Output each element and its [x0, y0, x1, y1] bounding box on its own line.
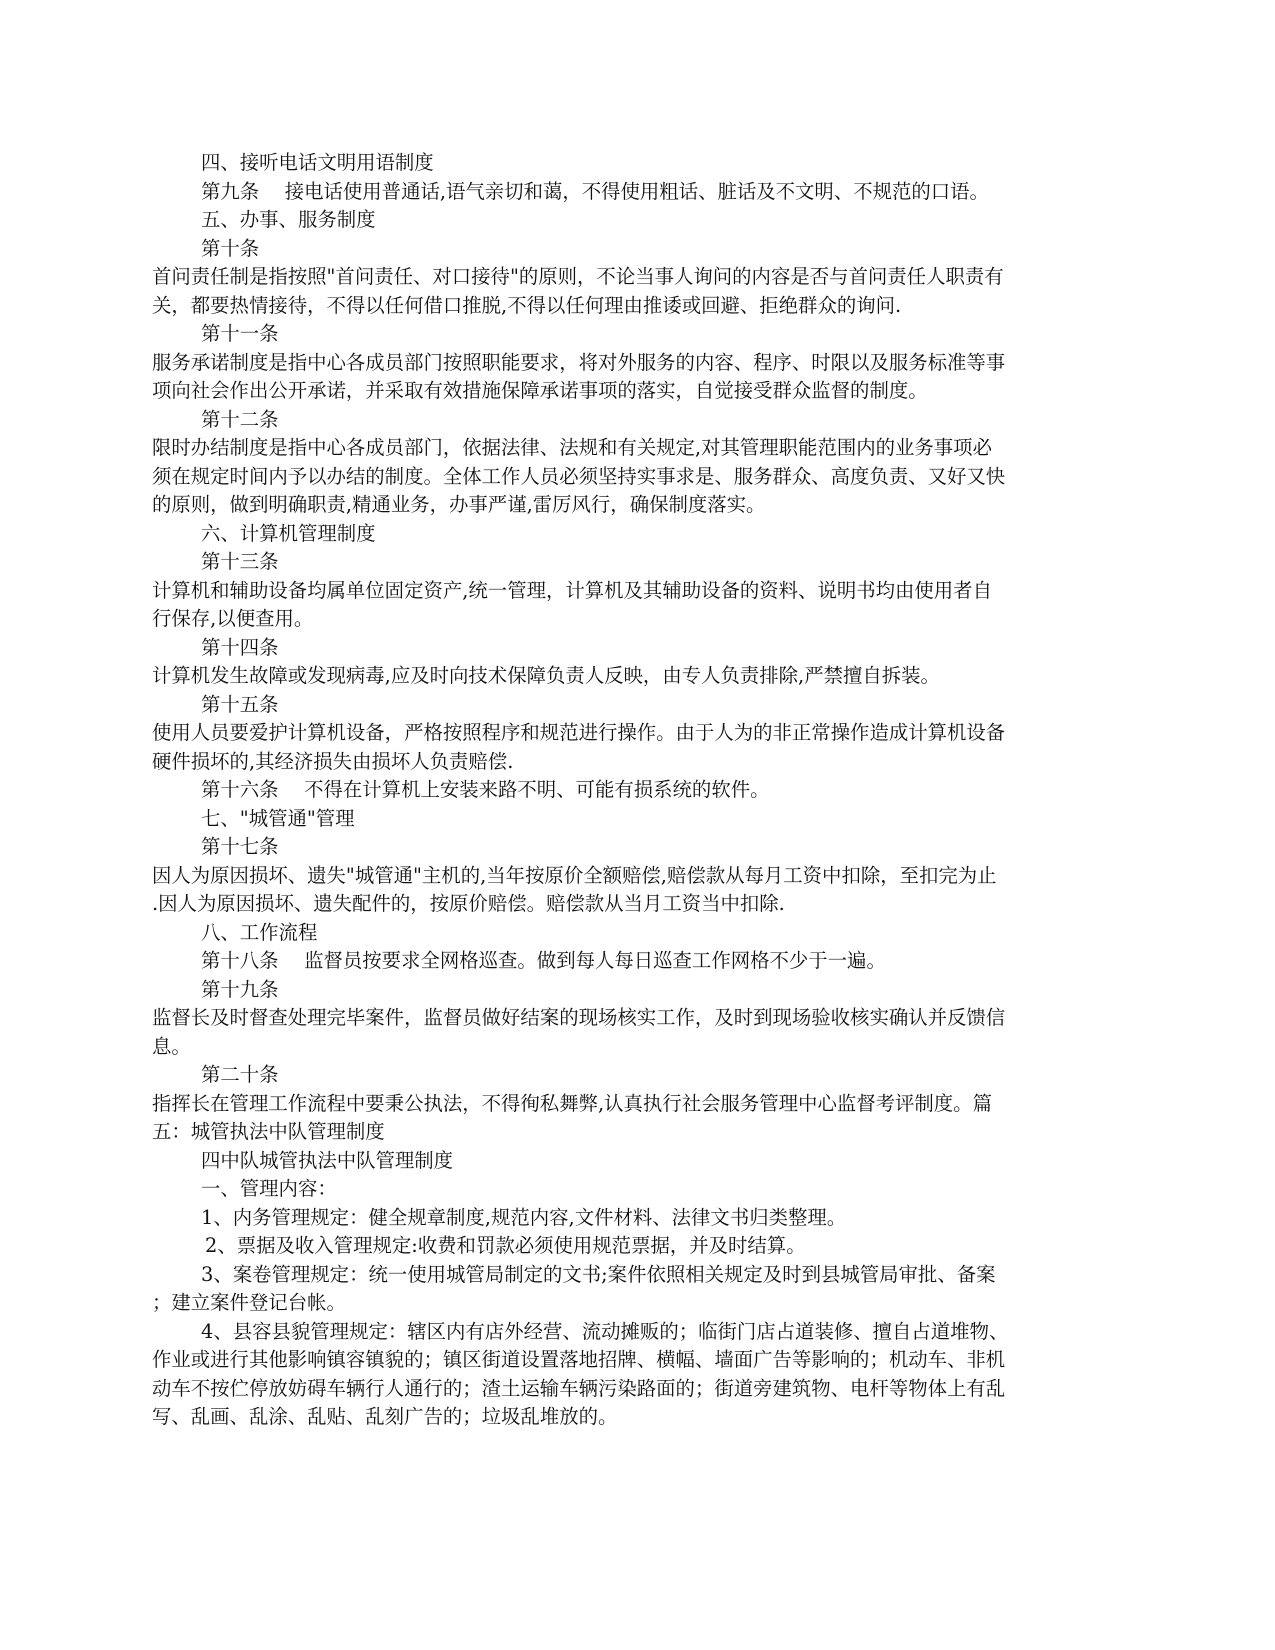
text-line: 第十三条 — [201, 550, 279, 573]
text-line: 第十六条 不得在计算机上安装来路不明、可能有损系统的软件。 — [201, 778, 770, 801]
text-line: 写、乱画、乱涂、乱贴、乱刻广告的；垃圾乱堆放的。 — [152, 1405, 618, 1428]
text-line: 第九条 接电话使用普通话,语气亲切和蔼，不得使用粗话、脏话及不文明、不规范的口语。 — [201, 179, 989, 203]
text-line: 监督长及时督查处理完毕案件，监督员做好结案的现场核实工作，及时到现场验收核实确认并反馈信 — [152, 1006, 1006, 1029]
text-line: 五：城管执法中队管理制度 — [152, 1120, 385, 1143]
text-line: 使用人员要爱护计算机设备，严格按照程序和规范进行操作。由于人为的非正常操作造成计算机设备 — [152, 721, 1006, 744]
text-line: 七、"城管通"管理 — [201, 806, 355, 830]
text-line: 第十四条 — [201, 635, 279, 659]
text-line: 须在规定时间内予以办结的制度。全体工作人员必须坚持实事求是、服务群众、高度负责、又好又快 — [152, 464, 1006, 488]
text-line: 第十七条 — [201, 835, 279, 858]
text-line: 行保存,以便查用。 — [152, 607, 314, 630]
text-line: 2、票据及收入管理规定:收费和罚款必须使用规范票据，并及时结算。 — [205, 1234, 806, 1257]
text-line: 第二十条 — [201, 1063, 279, 1086]
text-line: 作业或进行其他影响镇容镇貌的；镇区街道设置落地招牌、横幅、墙面广告等影响的；机动车、非机 — [152, 1348, 1006, 1371]
text-line: 一、管理内容： — [201, 1177, 337, 1200]
text-line: 指挥长在管理工作流程中要秉公执法，不得徇私舞弊,认真执行社会服务管理中心监督考评制度。篇 — [152, 1091, 992, 1115]
text-line: 因人为原因损坏、遗失"城管通"主机的,当年按原价全额赔偿,赔偿款从每月工资中扣除，至扣完为止 — [152, 863, 997, 887]
text-line: ；建立案件登记台帐。 — [152, 1291, 346, 1314]
text-line: 的原则，做到明确职责,精通业务，办事严谨,雷厉风行，确保制度落实。 — [152, 493, 766, 516]
text-line: 六、计算机管理制度 — [201, 521, 376, 545]
text-line: 1、内务管理规定：健全规章制度,规范内容,文件材料、法律文书归类整理。 — [201, 1205, 847, 1229]
text-line: 第十五条 — [201, 692, 279, 716]
text-line: 关，都要热情接待，不得以任何借口推脱,不得以任何理由推诿或回避、拒绝群众的询问. — [152, 293, 902, 317]
text-line: 服务承诺制度是指中心各成员部门按照职能要求，将对外服务的内容、程序、时限以及服务标准等事 — [152, 350, 1006, 374]
text-line: 首问责任制是指按照"首问责任、对口接待"的原则，不论当事人询问的内容是否与首问责任人职责有 — [152, 265, 1004, 288]
text-line: 五、办事、服务制度 — [201, 208, 376, 231]
text-line: 4、县容县貌管理规定：辖区内有店外经营、流动摊贩的；临街门店占道装修、擅自占道堆物、 — [201, 1319, 1009, 1343]
text-line: 四中队城管执法中队管理制度 — [201, 1148, 454, 1172]
text-line: 动车不按伫停放妨碍车辆行人通行的；渣土运输车辆污染路面的；街道旁建筑物、电杆等物体上有乱 — [152, 1376, 1006, 1400]
document-body — [152, 149, 1132, 1432]
text-line: 第十九条 — [201, 977, 279, 1001]
text-line: 四、接听电话文明用语制度 — [201, 151, 434, 174]
text-line: 3、案卷管理规定：统一使用城管局制定的文书;案件依照相关规定及时到县城管局审批、备案 — [201, 1262, 996, 1286]
text-line: 项向社会作出公开承诺，并采取有效措施保障承诺事项的落实，自觉接受群众监督的制度。 — [152, 379, 928, 402]
text-line: 硬件损坏的,其经济损失由损坏人负责赔偿. — [152, 749, 514, 773]
text-line: 息。 — [152, 1034, 191, 1058]
text-line: 第十八条 监督员按要求全网格巡查。做到每人每日巡查工作网格不少于一遍。 — [201, 949, 886, 972]
text-line: .因人为原因损坏、遗失配件的，按原价赔偿。赔偿款从当月工资当中扣除. — [152, 892, 785, 915]
text-line: 八、工作流程 — [201, 920, 318, 944]
text-line: 第十条 — [201, 236, 260, 260]
text-line: 计算机和辅助设备均属单位固定资产,统一管理，计算机及其辅助设备的资料、说明书均由使用者自 — [152, 578, 992, 602]
text-line: 计算机发生故障或发现病毒,应及时向技术保障负责人反映，由专人负责排除,严禁擅自拆装。 — [152, 664, 940, 687]
text-line: 第十一条 — [201, 322, 279, 345]
text-line: 限时办结制度是指中心各成员部门，依据法律、法规和有关规定,对其管理职能范围内的业务事项必 — [152, 436, 992, 459]
text-line: 第十二条 — [201, 407, 279, 431]
